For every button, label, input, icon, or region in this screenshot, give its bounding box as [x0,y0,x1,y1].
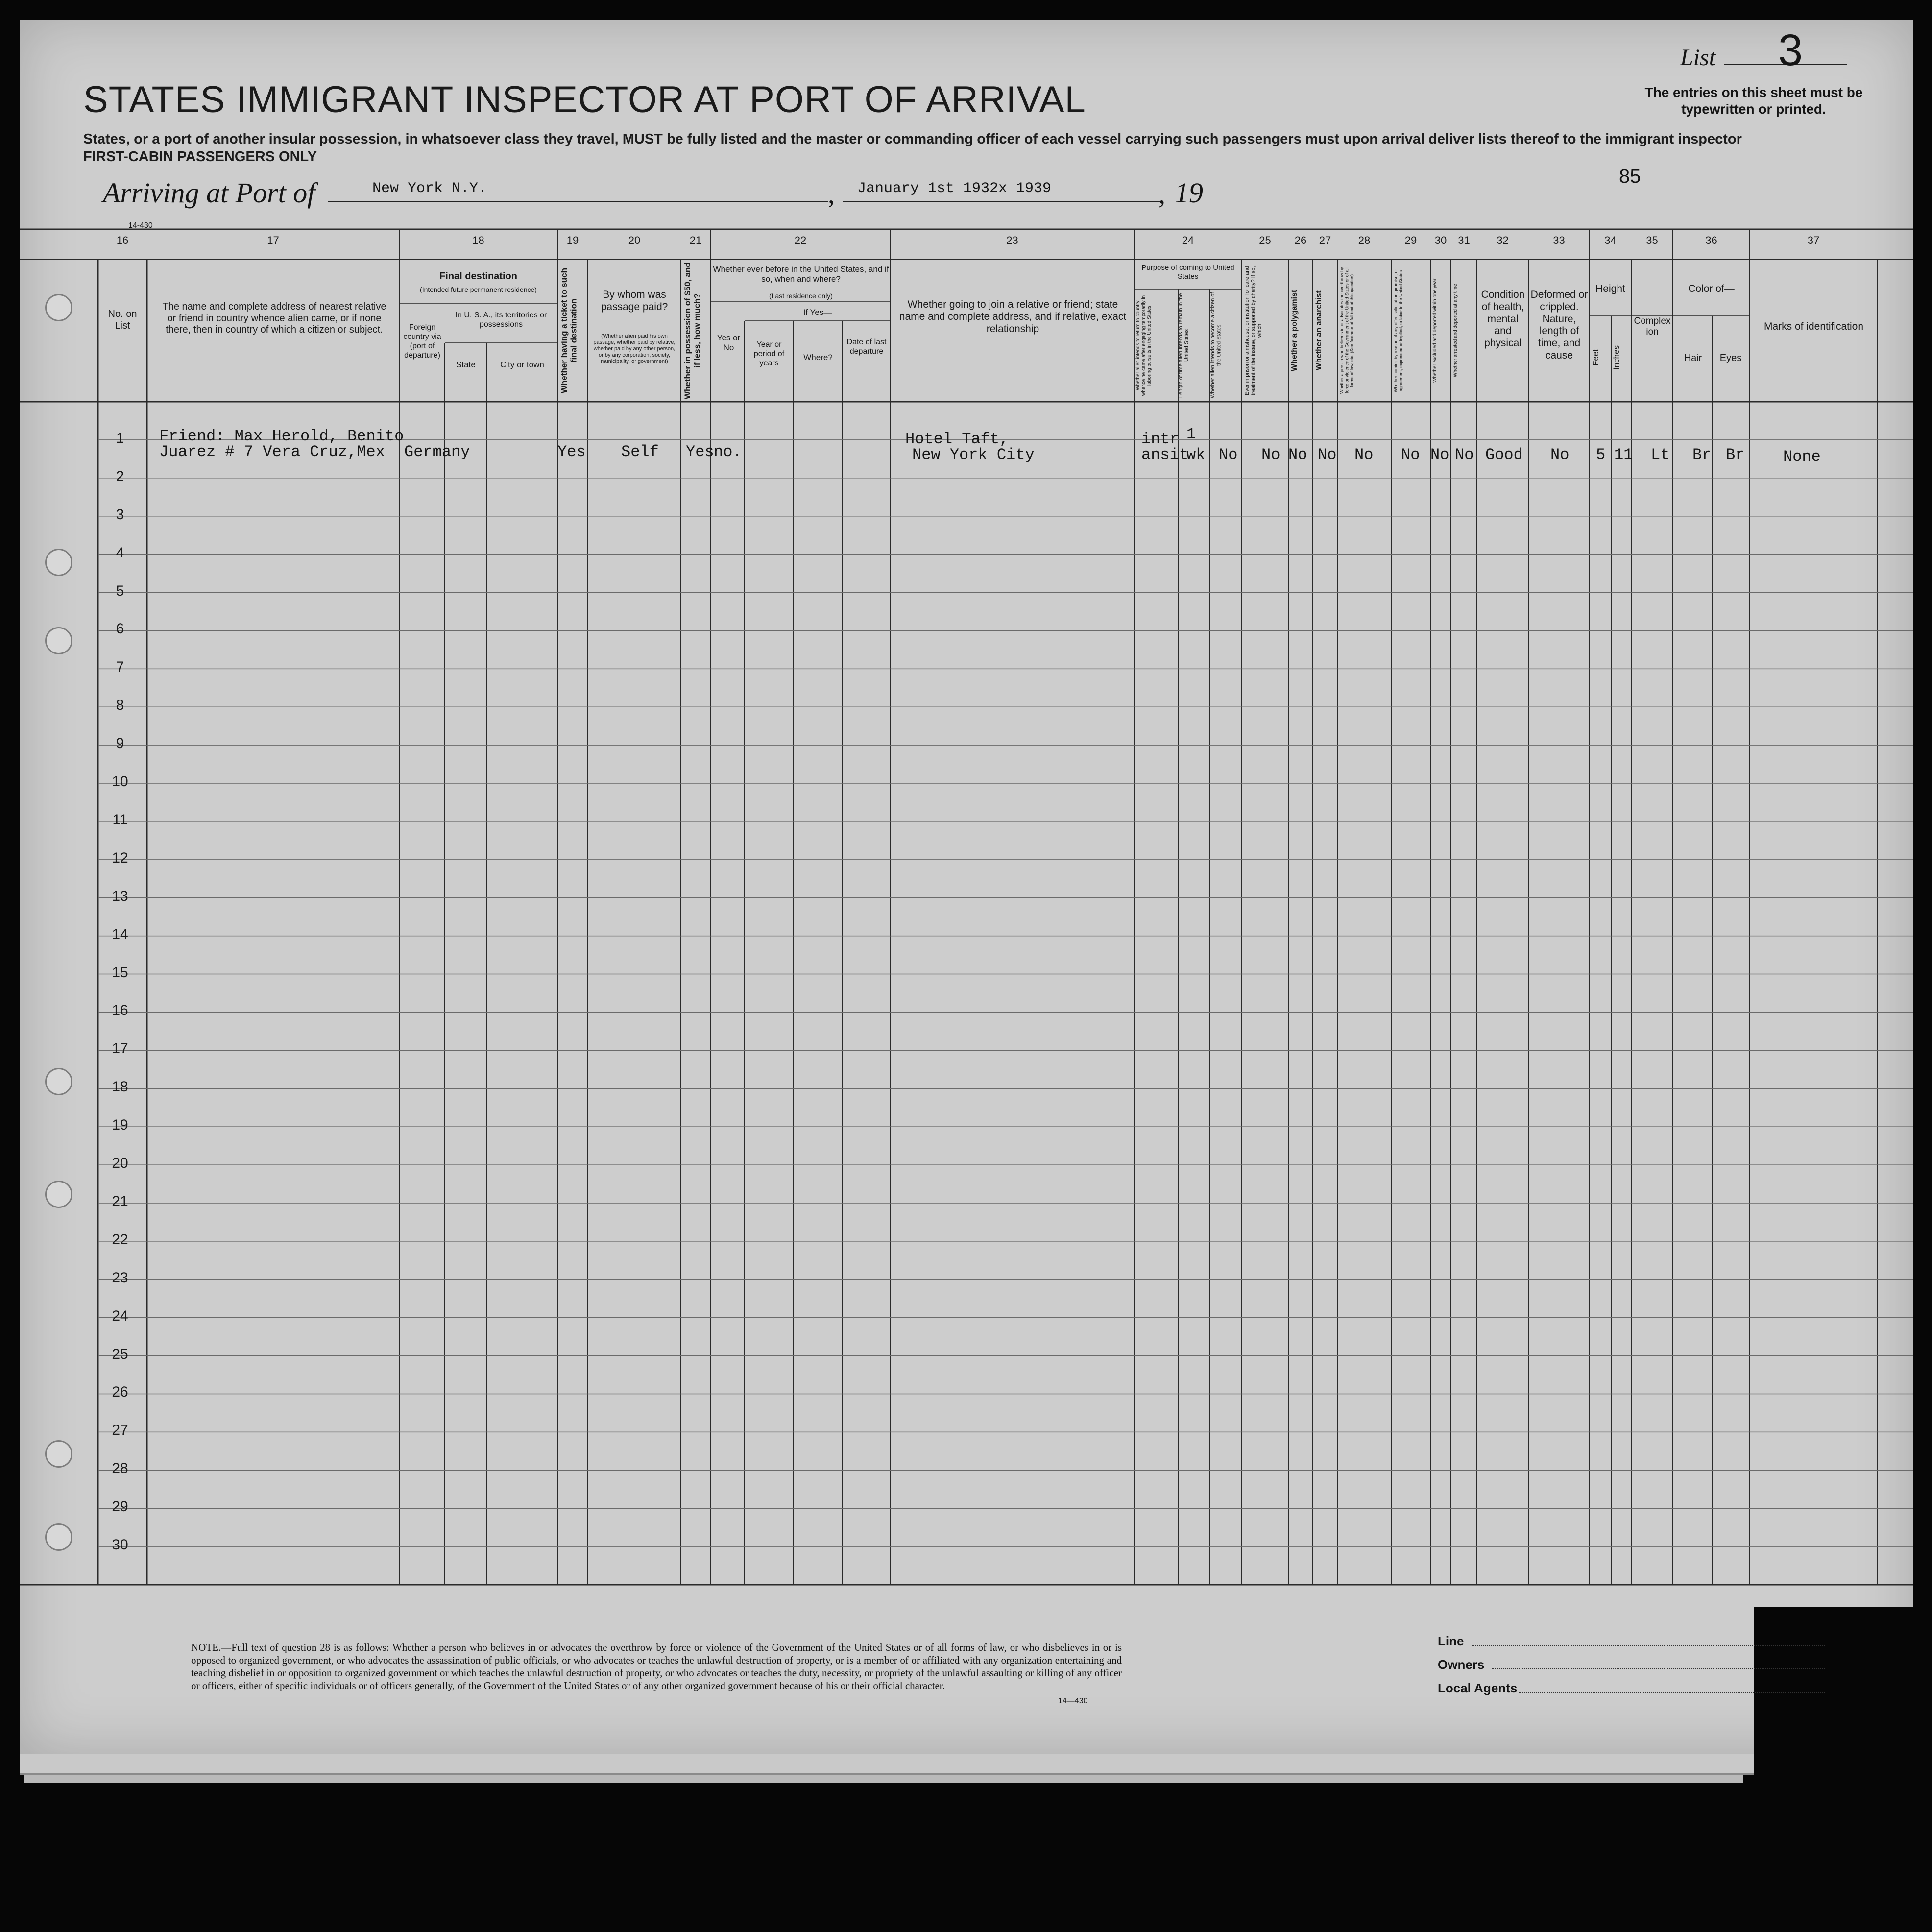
complexion-value: Lt [1651,446,1670,464]
col-25-header: Ever in prison or almshouse, or institution for care and treatment of the insane, or supported by charity? If so, which [1244,266,1263,395]
col-28-number: 28 [1358,234,1371,246]
col-34-header: Height [1595,283,1625,294]
row-number: 5 [116,582,124,599]
foreign-country-value: Germany [404,443,470,461]
col-19-number: 19 [566,234,579,246]
col-24c-header: Whether alien intends to become a citizen of the United States [1210,292,1222,399]
col-22-number: 22 [794,234,807,246]
line-label: Line [1438,1634,1464,1648]
col-20-header: By whom was passage paid? [601,289,668,313]
citizen-value: No [1219,446,1238,464]
row-number: 16 [112,1002,128,1019]
form-class-note: FIRST-CABIN PASSENGERS ONLY [83,149,317,165]
ever-before-value: no. [714,443,742,461]
col-18-header: Final destination [439,271,517,282]
relative-address-line1: Friend: Max Herold, Benito [159,427,404,445]
col-29-header: Whether coming by reason of any offer, solicitation, promise, or agreement, expressed or implied, to labor in the United States [1393,269,1403,392]
col-22-if-yes-header: If Yes— [803,308,832,317]
col-24-number: 24 [1182,234,1194,246]
height-inches-value: 11 [1614,446,1633,464]
row-number: 23 [112,1269,128,1286]
col-28-header: Whether a person who believes in or advocates the overthrow by force or violence of the Government of the United States or of all forms of law, etc. (See footnote of full text of this question) [1339,267,1354,394]
row-number: 29 [112,1498,128,1515]
arrested-value: No [1455,446,1474,464]
row-number: 24 [112,1307,128,1324]
row-number: 12 [112,849,128,866]
row-number: 25 [112,1346,128,1362]
row-number: 1 [116,430,124,446]
col-27-header: Whether an anarchist [1315,290,1323,371]
col-25-number: 25 [1259,234,1271,246]
col-36-eyes-header: Eyes [1719,353,1742,363]
row-number: 28 [112,1460,128,1477]
col-30-number: 30 [1434,234,1447,246]
col-20-note: (Whether alien paid his own passage, whether paid by relative, whether paid by any other person, or by any corporation, society, municipality, or government) [593,333,676,364]
col-16-number: 16 [116,234,129,246]
col-35-header: Complexion [1634,316,1671,338]
form-number-bottom: 14—430 [1058,1697,1088,1705]
list-label: List [1680,45,1716,71]
deformed-value: No [1550,446,1570,464]
col-17-number: 17 [267,234,279,246]
row-number: 7 [116,659,124,676]
row-number: 2 [116,468,124,484]
form-number-top: 14-430 [128,221,153,230]
col-16-header: No. on List [108,309,137,331]
local-agents-label: Local Agents [1438,1681,1518,1695]
row-number: 8 [116,697,124,714]
col-33-header: Deformed or crippled. Nature, length of time, and cause [1530,289,1588,361]
owners-label: Owners [1438,1657,1485,1672]
col-18-city-header: City or town [500,360,544,369]
col-32-number: 32 [1497,234,1509,246]
col-24-header: Purpose of coming to United States [1141,264,1234,281]
relative-address-line2: Juarez # 7 Vera Cruz,Mex [159,443,385,461]
join-friend-line2: New York City [912,446,1035,464]
purpose-line2: ansit [1141,446,1189,464]
ticket-value: Yes [557,443,586,461]
col-18-subheader: (Intended future permanent residence) [420,286,537,293]
join-friend-line1: Hotel Taft, [905,430,1009,448]
col-18-usa-header: In U. S. A., its territories or possessions [455,311,547,329]
offer-value: No [1401,446,1420,464]
col-21-number: 21 [689,234,702,246]
form-title: STATES IMMIGRANT INSPECTOR AT PORT OF ARRIVAL [83,79,1086,121]
col-30-header: Whether excluded and deported within one year [1432,278,1438,383]
page-number: 85 [1619,166,1641,187]
separator-comma: , [828,179,835,210]
col-26-number: 26 [1294,234,1307,246]
row-number: 11 [112,811,128,828]
row-number: 30 [112,1537,128,1553]
list-number: 3 [1778,26,1803,75]
form-instructions: States, or a port of another insular possession, in whatsoever class they travel, MUST be fully listed and the master or commanding officer of each vessel carrying such passengers must upon arrival deliver lists thereof to the immigrant inspector [83,131,1742,147]
polygamist-value: No [1288,446,1307,464]
col-36-hair-header: Hair [1684,353,1702,363]
col-22-date-header: Date of last departure [846,338,887,356]
passage-paid-value: Self [621,443,659,461]
year-prefix: 19 [1175,177,1203,209]
anarchist-value: No [1318,446,1337,464]
row-number: 9 [116,735,124,752]
col-34-number: 34 [1604,234,1617,246]
possession-50-value: Yes [686,443,714,461]
col-34-inches-header: Inches [1612,345,1621,370]
col-24a-header: Whether alien intends to return to country whence he came after engaging temporarily in laboring pursuits in the United States [1135,295,1152,396]
footnote-question-28: NOTE.—Full text of question 28 is as follows: Whether a person who believes in or advocates the overthrow by force or violence of the Government of the United States or of all forms of law, or who disbelieves in or is opposed to organized government, or who advocates the assassination of public officials, or who advocates or teaches the unlawful destruction of property, or is a member of or affiliated with any organization entertaining and teaching disbelief in or opposition to organized government or which teaches the unlawful destruction of property, or who advocates or teaches the duty, necessity, or propriety of the unlawful assaulting or killing of any officer or officers, either of specific individuals or of officers generally, of the Government of the United States or of any other organized government because of his or their official character. [191,1642,1122,1691]
row-number: 27 [112,1422,128,1439]
length-line2: wk [1186,446,1206,464]
arriving-label: Arriving at Port of [103,177,315,209]
purpose-line1: intr [1141,430,1179,448]
col-36-header: Color of— [1688,283,1735,294]
row-number: 4 [116,544,124,561]
col-22-period-header: Year or period of years [753,340,785,367]
col-18-foreign-header: Foreign country via (port of departure) [403,323,441,360]
row-number: 3 [116,506,124,523]
col-23-header: Whether going to join a relative or friend; state name and complete address, and if relative, exact relationship [899,299,1127,335]
row-number: 19 [112,1117,128,1134]
hair-color-value: Br [1692,446,1712,464]
row-number: 18 [112,1079,128,1095]
col-29-number: 29 [1404,234,1417,246]
col-32-header: Condition of health, mental and physical [1481,289,1525,349]
col-35-number: 35 [1646,234,1658,246]
col-31-header: Whether arrested and deported at any time [1453,284,1458,378]
row-number: 6 [116,621,124,637]
owners-underline [1492,1668,1825,1669]
col-19-header: Whether having a ticket to such final destination [559,268,579,393]
height-feet-value: 5 [1596,446,1606,464]
length-line1: 1 [1186,425,1196,443]
col-26-header: Whether a polygamist [1290,290,1299,372]
col-36-number: 36 [1705,234,1717,246]
col-24b-header: Length of time alien intends to remain in the United States [1178,293,1190,398]
local-agents-underline [1519,1692,1825,1693]
col-22-header: Whether ever before in the United States, and if so, when and where? [713,265,889,284]
col-18-state-header: State [456,360,476,369]
prison-value: No [1261,446,1280,464]
line-underline [1472,1645,1825,1646]
col-17-header: The name and complete address of nearest relative or friend in country whence alien came, or if none there, then in country of which a citizen or subject. [162,301,386,336]
eye-color-value: Br [1726,446,1745,464]
row-number: 26 [112,1384,128,1401]
col-18-number: 18 [472,234,484,246]
row-number: 21 [112,1193,128,1209]
row-number: 22 [112,1231,128,1248]
col-22-subheader: (Last residence only) [769,292,833,300]
row-number: 14 [112,926,128,942]
port-value: New York N.Y. [372,180,487,197]
row-number: 17 [112,1040,128,1057]
row-number: 13 [112,888,128,904]
col-37-header: Marks of identification [1763,321,1864,332]
col-37-number: 37 [1807,234,1820,246]
row-number: 20 [112,1155,128,1172]
overthrow-value: No [1354,446,1374,464]
date-value: January 1st 1932x 1939 [857,180,1052,197]
row-number: 15 [112,964,128,981]
health-value: Good [1485,446,1523,464]
col-31-number: 31 [1458,234,1470,246]
identification-marks-value: None [1783,448,1821,466]
col-33-number: 33 [1553,234,1565,246]
col-34-feet-header: Feet [1591,349,1600,366]
col-22-where-header: Where? [803,353,833,362]
col-27-number: 27 [1319,234,1331,246]
col-20-number: 20 [628,234,641,246]
row-number: 10 [112,773,128,790]
separator-comma: , [1159,179,1165,210]
col-21-header: Whether in possession of $50, and if less, how much? [683,262,702,399]
col-22-yes-no-header: Yes or No [717,333,741,353]
excluded-value: No [1430,446,1449,464]
entries-note: The entries on this sheet must be typewritten or printed. [1644,85,1863,117]
col-23-number: 23 [1006,234,1018,246]
